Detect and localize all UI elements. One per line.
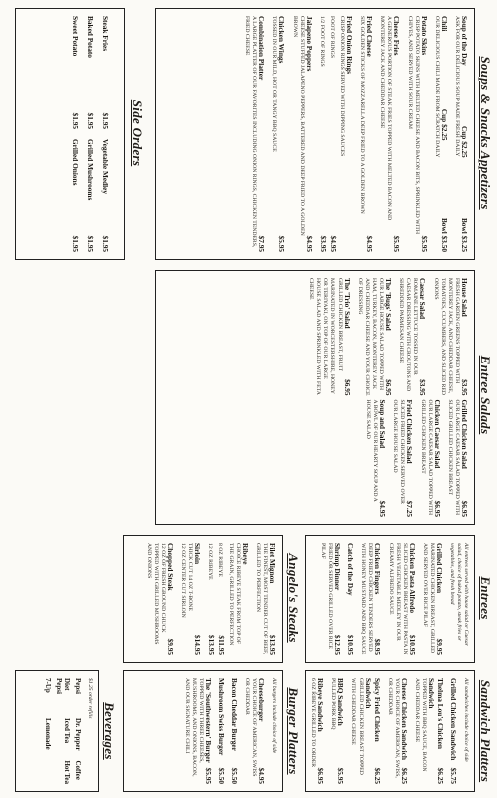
item-price: $6.95: [432, 500, 442, 517]
item-description: SLICED CHICKEN BREAST WITH PASTA IN FRESH VEGETABLE MEDLEY IN OUR CREAMY ALFREDO SAUCE: [387, 543, 408, 655]
item-price: $9.95: [166, 638, 175, 655]
item-name: Mushroom Swiss Burger: [216, 678, 226, 756]
item-name: The 'Bugs' Salad: [384, 278, 394, 331]
menu-item: [433, 16, 449, 252]
side-price: $1.95: [71, 235, 80, 252]
item-description: FRIED OR SERVED GRILLED OVER RICE PILAF: [320, 543, 334, 649]
menu-item: [364, 400, 387, 518]
item-price: $10.95: [346, 634, 356, 655]
item-name: Caesar Salad: [418, 278, 428, 320]
entree-salads-title: Entree Salads: [478, 355, 493, 435]
item-description: GRILLED CHICKEN BREAST TOPPED WITH CHEDDAR CHEESE: [350, 678, 364, 775]
menu-item: [386, 678, 409, 784]
menu-item: [243, 16, 266, 252]
item-name: Catch of the Day: [346, 543, 356, 596]
item-description: A LARGE PLATTER OF OUR FAVORITES INCLUDING ONION RINGS, CHICKEN TENDERS, FRIED CHEESE: [244, 16, 258, 248]
item-name: Soup and Salad: [378, 399, 388, 449]
item-price: $12.95: [333, 634, 343, 655]
item-price: $5.50: [216, 767, 226, 784]
item-description: A BOWL OF OUR HEARTY SOUP AND A HOUSE SALAD: [365, 399, 379, 502]
item-name: Bacon Cheddar Burger: [229, 678, 239, 751]
item-price: $5.50: [229, 767, 239, 784]
beverages-note: $1.25 order refills: [87, 678, 93, 719]
item-description: MARINATED CHICKEN BREAST, GRILLED AND SERVED OVER RICE PILAF: [421, 543, 436, 654]
size-label: 8 OZ RIBEYE: [217, 543, 224, 577]
item-price: $4.95: [257, 767, 267, 784]
beverage-item: Iced Tea: [63, 718, 72, 744]
item-name: Shrimp Dinner: [333, 543, 343, 591]
item-name: Chili: [439, 16, 449, 32]
item-name: Ribeye: [240, 543, 250, 565]
item-name: Fried Chicken Salad: [405, 399, 415, 464]
item-price: Bowl $3.25: [460, 217, 469, 252]
menu-item: [217, 678, 226, 784]
beverage-item: Hot Tea: [63, 760, 72, 784]
side-name: Steak Fries: [101, 16, 110, 52]
side-name: Grilled Onions: [71, 139, 80, 186]
menu-item: [270, 16, 286, 252]
ribeye-size-row: [206, 543, 216, 655]
menu-item: [206, 543, 250, 655]
beverage-item: 7-Up: [44, 678, 53, 693]
item-description: CRISP POTATO SKINS WITH MELTED CHEESE AND BACON BITS, SPRINKLED WITH CHIVES, AND SERVED WITH SOUR CREAM: [406, 16, 420, 234]
side-price: $1.95: [86, 235, 95, 252]
item-name: Chicken Wings: [277, 16, 287, 64]
sandwiches-title: Sandwich Platters: [478, 679, 493, 783]
item-price: $13.95: [207, 634, 217, 655]
menu-item: [419, 400, 442, 518]
item-name: Cheese Chicken Sandwich: [399, 678, 409, 760]
menu-item: [421, 543, 444, 655]
item-name: Chicken Pasta Alfredo: [407, 543, 417, 613]
item-price: $6.95: [384, 379, 394, 396]
item-name: Ribeye Sandwich: [316, 678, 326, 732]
item-price: $4.95: [365, 235, 375, 252]
burgers-title: Burger Platters: [286, 687, 301, 775]
item-price: $11.95: [217, 635, 227, 655]
item-name: Sirloin: [193, 543, 203, 565]
menu-item: [413, 678, 445, 784]
item-price: $6.25: [399, 767, 409, 784]
item-price: $6.95: [316, 767, 326, 784]
item-description: ASK FOR OUR DELICIOUS SOUP MADE FRESH DAILY: [454, 16, 460, 157]
item-name: The 'Trio' Salad: [342, 278, 352, 329]
item-price: $4.95: [304, 235, 314, 252]
item-description: CHEESE STUFFED JALAPENO PEPPERS, BATTERED AND DEEP FRIED TO A GOLDEN BROWN: [291, 16, 305, 236]
item-description: DEEP FRIED CHICKEN TENDERS SERVED WITH HONEY MUSTARD AND BBQ SAUCE: [360, 543, 374, 655]
item-price: $7.25: [405, 500, 415, 517]
menu-item: [254, 543, 277, 655]
beverage-item: Diet Pepsi: [55, 678, 72, 694]
item-description: TOPPED WITH BBQ SAUCE, BACON AND CHEDDAR CHEESE: [413, 678, 428, 772]
side-name: Vegetable Medley: [101, 139, 110, 195]
item-name: Grilled Chicken: [435, 543, 445, 594]
item-description: FRESH GARDEN GREENS TOPPED WITH MONTEREY JACK, AND CHEDDAR CHEESE, TOMATOES, CUCUMBERS, AND SLICED RED ONIONS: [432, 278, 460, 396]
menu-item: [309, 678, 325, 784]
item-name: Grilled Chicken Salad: [460, 399, 469, 469]
item-price: $5.95: [419, 235, 429, 252]
item-description: SLICED FRIED CHICKEN SERVED OVER OUR LARGE HOUSE SALAD: [392, 399, 406, 504]
item-description: SIX GOLDEN STICKS OF MOZZARELLA DEEP FRIED TO A GOLDEN BROWN: [359, 16, 366, 214]
item-description: ROMAINE LETTUCE TOSSED IN OUR CAESAR DRESSING WITH CROUTONS AND SHREDDED PARMESAN CHEESE: [398, 278, 419, 392]
item-price: $7.95: [257, 235, 267, 252]
salads-left-column: [303, 278, 469, 396]
appetizers-box: [155, 8, 475, 260]
item-name: Thelma Lou's Chicken Sandwich: [427, 678, 446, 749]
item-description: 12 OZ OF FRESH GROUND CHUCK TOPPED WITH GRILLED MUSHROOMS AND ONIONS: [145, 543, 166, 645]
beverage-item: Pepsi: [74, 678, 83, 694]
item-description: TOSSED IN OUR MILD, HOT OR TANGY BBQ SAUCE: [271, 16, 278, 152]
item-price: Bowl $3.50: [439, 217, 449, 252]
menu-item: [378, 16, 401, 252]
item-name: Jalapeno Poppers: [304, 16, 314, 72]
entrees-box: [305, 535, 475, 663]
item-name: Grilled Chicken Sandwich: [449, 678, 459, 761]
burgers-box: [123, 670, 283, 792]
item-price: $3.95: [318, 235, 328, 252]
item-price: $5.95: [392, 235, 402, 252]
onion-ring-size-row: [328, 16, 338, 252]
item-description: THICK CUT 14 OZ T-BONE: [187, 543, 194, 611]
beverage-item: Coffee: [74, 760, 83, 780]
item-description: THE FINEST, MOST TENDER CUT OF BEEF, GRILLED TO PERFECTION: [254, 543, 268, 655]
beverage-item: [44, 760, 52, 784]
menu-item: [446, 400, 469, 518]
side-price: $1.95: [86, 112, 95, 129]
item-name: Chopped Steak: [166, 543, 175, 591]
menu-item: [397, 278, 427, 396]
item-name: House Salad: [460, 278, 469, 317]
item-description: YOUR CHOICE OF AMERICAN, SWISS OR CHEDDAR: [243, 678, 258, 777]
menu-item: [356, 278, 394, 396]
side-name: Grilled Mushrooms: [86, 139, 95, 201]
item-price: $6.25: [436, 767, 446, 784]
item-name: Potato Skins: [419, 16, 429, 56]
sirloin-cut: 12 OZ CENTER CUT SIRLOIN: [180, 543, 187, 618]
beverages-title: Beverages: [102, 702, 117, 760]
size-label: 1/2 FOOT OF RINGS: [318, 16, 325, 67]
side-price: $1.95: [71, 112, 80, 129]
size-label: FOOT OF RINGS: [329, 16, 335, 58]
item-description: TOPPED WITH THREE CHEESES, MUSHROOMS, AND ONIONS, BACON, AND OUR SIGNATURE CHILI: [183, 678, 204, 777]
menu-item: [358, 16, 374, 252]
item-price: $8.95: [373, 638, 383, 655]
menu-item: [406, 16, 429, 252]
entrees-title: Entrees: [478, 576, 493, 620]
entree-salads-box: [155, 270, 475, 525]
side-name: Baked Potato: [86, 16, 95, 58]
item-name: Spicy Fried Chicken Sandwich: [363, 678, 382, 742]
menu-item: [391, 400, 414, 518]
onion-ring-size-row: [318, 16, 328, 252]
item-name: Filet Mignon: [268, 543, 277, 584]
size-label: 12 OZ RIBEYE: [207, 543, 214, 580]
menu-item: [182, 678, 212, 784]
item-price: $4.95: [378, 500, 388, 517]
menu-item: [145, 543, 175, 655]
item-price: $5.95: [203, 767, 213, 784]
entrees-note: All entrees served with house salad or Caesar salad, choice of baked potato, steak fries or vegetables, and fresh bread: [449, 543, 469, 646]
item-name: Chicken Caesar Salad: [432, 399, 442, 469]
item-price: Cup $2.25: [439, 108, 449, 141]
menu-item: [243, 678, 266, 784]
item-price: $13.95: [268, 634, 277, 655]
beverage-item: Dr. Pepper: [74, 718, 83, 751]
beverage-item: Lemonade: [44, 718, 53, 750]
item-price: $3.95: [418, 379, 428, 396]
menu-item: [453, 16, 469, 252]
item-description: CHOICE RIBEYE STEAK FROM TOP OF THE GRAIN, GRILLED TO PERFECTION: [227, 543, 241, 646]
item-name: Fried Cheese: [365, 16, 375, 57]
item-price: $6.95: [460, 500, 469, 517]
item-price: $9.95: [435, 638, 445, 655]
steaks-title: Angelo's Steaks: [286, 553, 301, 643]
item-description: OUR LARGE CAESAR SALAD TOPPED WITH SLICED GRILLED CHICKEN BREAST: [446, 399, 460, 515]
item-price: $10.95: [407, 634, 417, 655]
item-price: $5.95: [336, 767, 346, 784]
item-name: Combination Platter: [257, 16, 267, 81]
item-description: A GENEROUS PORTION OF STEAK FRIES TOPPED WITH MELTED BACON AND MONTEREY JACK AND CHEDDAR CHEESE: [379, 16, 393, 221]
ribeye-size-row: [216, 543, 226, 655]
side-name: Sweet Potato: [71, 16, 80, 57]
menu-item: [432, 278, 470, 396]
sides-title: Side Orders: [130, 99, 145, 167]
side-price: $1.95: [101, 235, 110, 252]
menu-item: [319, 543, 342, 655]
beverages-box: [15, 670, 99, 792]
item-name: BBQ Sandwich: [336, 678, 346, 726]
item-name: Chicken Fingers: [373, 543, 383, 595]
item-description: PULLED PORK BBQ: [330, 678, 337, 730]
item-name: Soup of the Day: [460, 16, 469, 66]
item-price: $4.95: [329, 235, 338, 252]
appetizers-title: Soups & Snacks Appetizers: [478, 56, 493, 210]
item-description: OUR DELICIOUS CHILI MADE FROM SCRATCH DAILY: [433, 16, 440, 158]
menu-item: [449, 678, 458, 784]
item-name: Cheeseburger: [257, 678, 267, 722]
menu-item: [346, 543, 355, 655]
item-description: YOUR CHOICE OF AMERICAN, SWISS, OR CHEDDAR: [386, 678, 400, 778]
burgers-note: All burgers include choice of side: [271, 678, 277, 754]
item-description: CRISP ONION RINGS SERVED WITH DIPPING SAUCES: [339, 16, 346, 157]
menu-item: [386, 543, 416, 655]
menu-item: [318, 16, 354, 252]
item-name: The 'Southwestern' Burger: [203, 678, 213, 763]
item-price: $6.95: [342, 379, 352, 396]
item-description: GRILLED CHICKEN BREAST, FRUIT MARINATED IN WORCESTERSHIRE, HONEY OR TERIYAKI, ON TOP OF OUR LARGE HOUSE SALAD AND SPRINKLED WITH FETA CHEESE: [308, 278, 343, 395]
menu-item: [179, 543, 202, 655]
menu-item: [349, 678, 381, 784]
salads-right-column: [303, 400, 469, 518]
sandwiches-box: [305, 670, 475, 792]
menu-item: [291, 16, 314, 252]
menu-item: [359, 543, 382, 655]
menu-item: [307, 278, 352, 396]
item-description: 6 OZ RIBEYE GRILLED TO ORDER: [310, 678, 317, 768]
menu-item: [329, 678, 345, 784]
side-price: $1.95: [101, 112, 110, 129]
item-price: Cup $2.25: [460, 125, 469, 158]
item-name: Cheese Fries: [392, 16, 402, 56]
sides-box: [15, 8, 125, 260]
item-price: $14.95: [193, 634, 203, 655]
item-price: $3.95: [460, 379, 469, 396]
item-price: $5.95: [277, 235, 287, 252]
sandwiches-note: All sandwiches include choice of side: [463, 678, 469, 762]
item-description: OUR LARGE HOUSE SALAD TOPPED WITH HAM, TURKEY, BACON, MONTEREY JACK AND CHEDDAR CHEESE AND YOUR CHOICE OF DRESSING: [356, 278, 385, 396]
item-description: OUR LARGE CAESAR SALAD TOPPED WITH GRILLED CHICKEN BREAST: [419, 399, 433, 515]
menu-item: [230, 678, 239, 784]
item-price: $6.25: [372, 767, 382, 784]
steaks-box: [123, 535, 283, 663]
item-price: $5.75: [449, 767, 459, 784]
item-name: Fried Onion Rings: [345, 16, 355, 74]
